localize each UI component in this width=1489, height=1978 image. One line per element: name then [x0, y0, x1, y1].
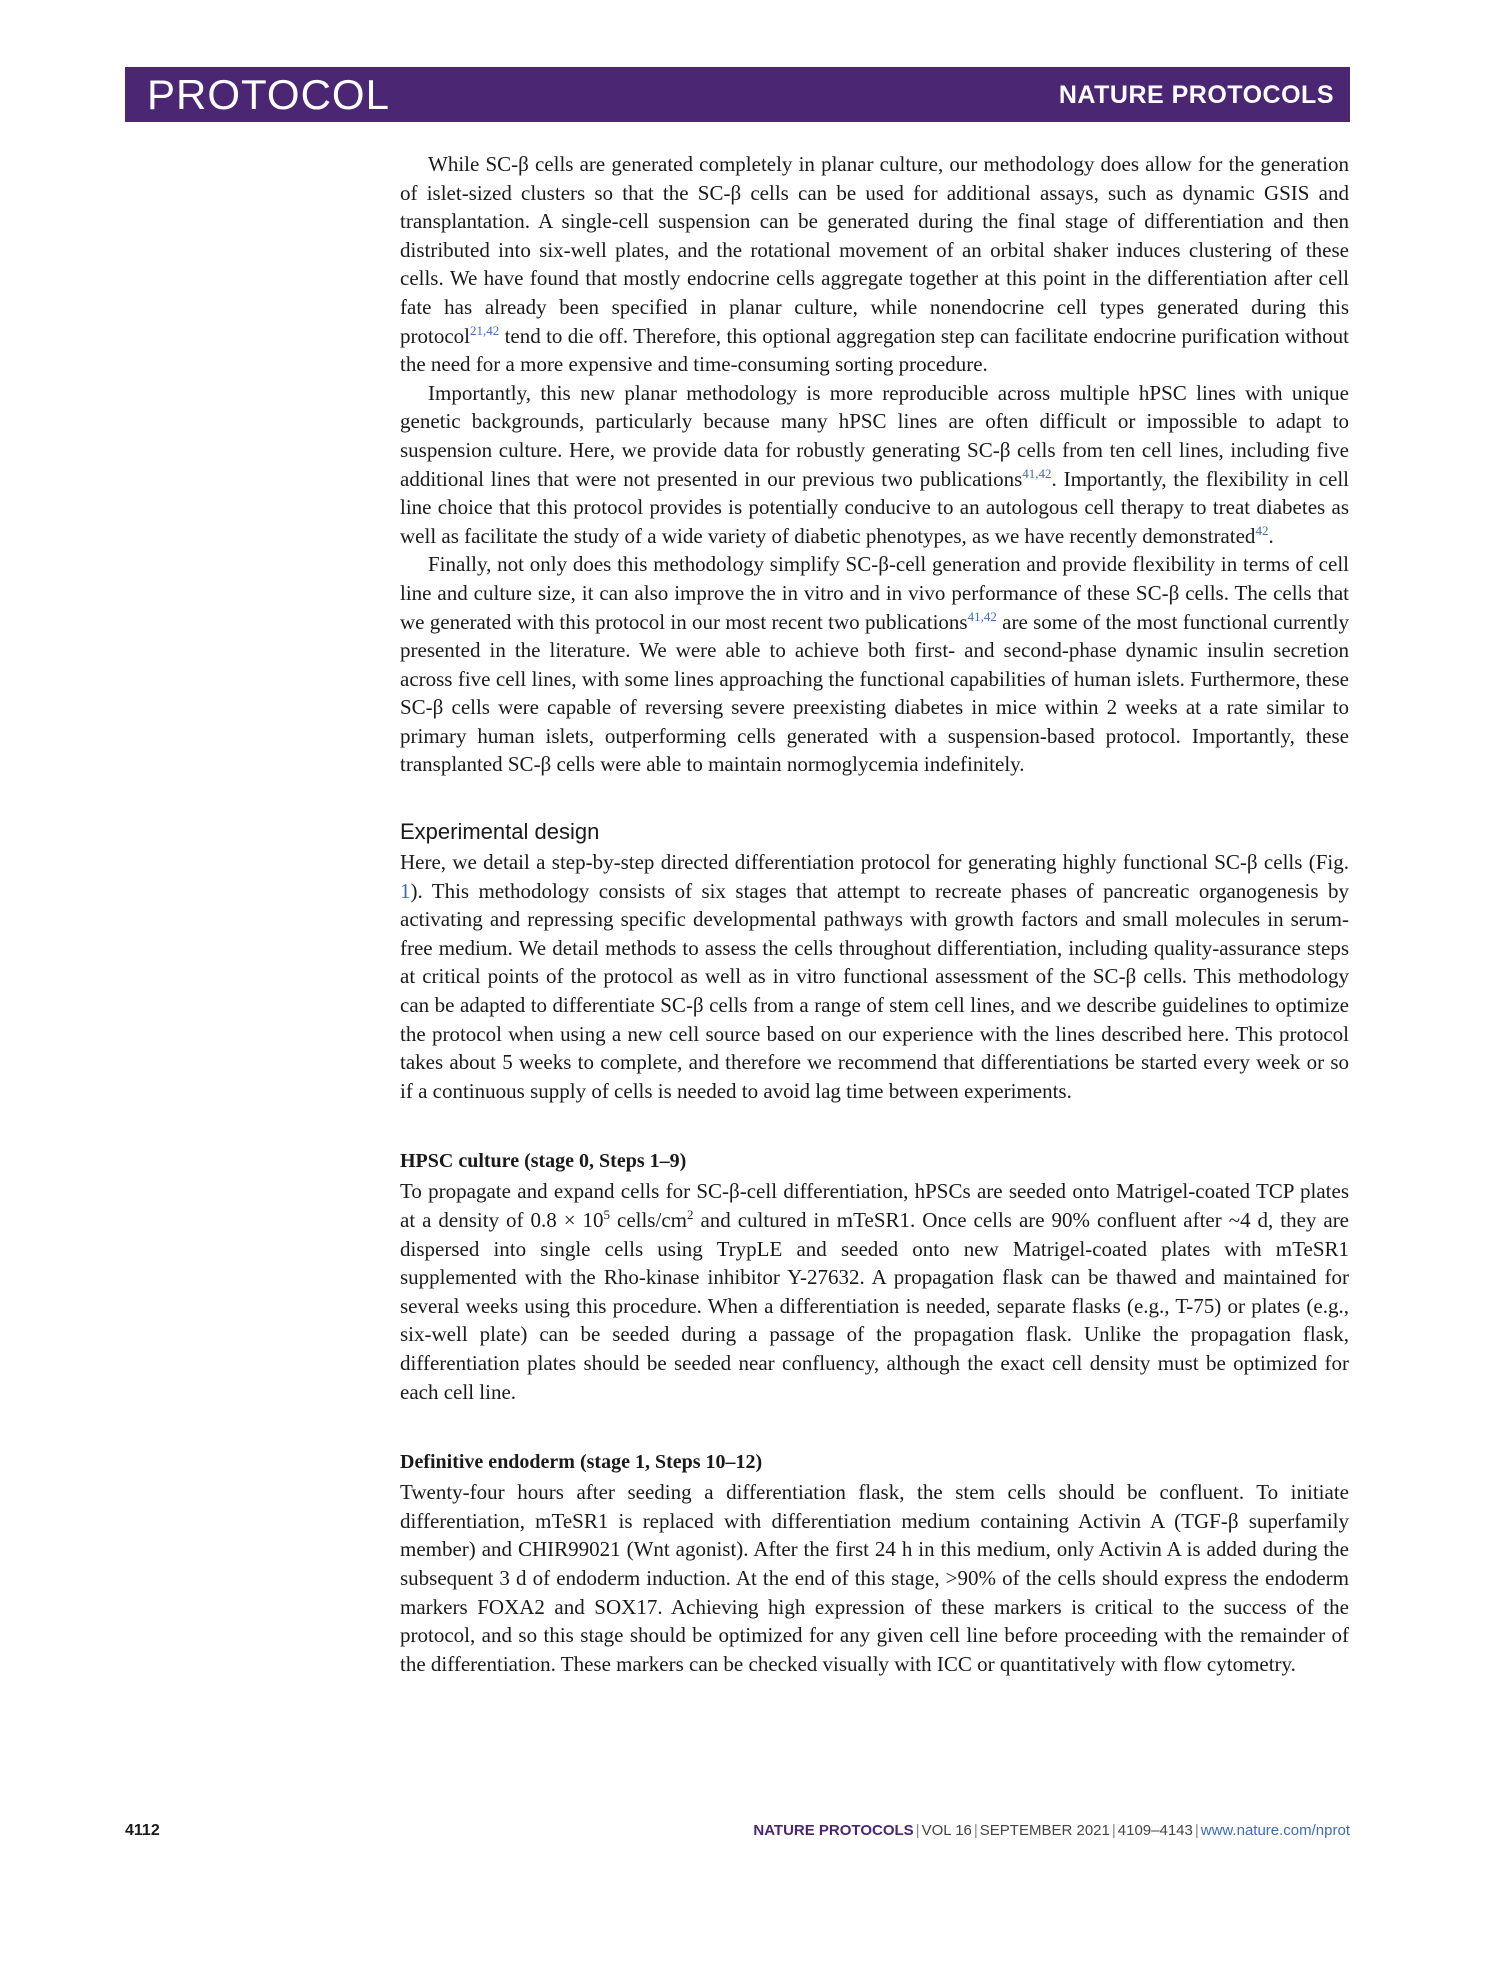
paragraph-hpsc-culture: To propagate and expand cells for SC-β-cell differentiation, hPSCs are seeded onto Matrigel-coated TCP plates at a density of $0.8 \times 10^5$ cells/$cm^2$ and cultured in mTeSR1. Once cells are 90% confluent after ~4 d, they are dispersed into single cells using TrypLE and seeded onto new Matrigel-coated plates with mTeSR1 supplemented with the Rho-kinase inhibitor Y-27632. A propagation flask can be thawed and maintained for several weeks using this procedure. When a differentiation is needed, separate flasks (e.g., T-75) or plates (e.g., six-well plate) can be seeded during a passage of the propagation flask. Unlike the propagation flask, differentiation plates should be seeded near confluency, although the exact cell density must be optimized for each cell line. [400, 1179, 1350, 1404]
citation-link[interactable]: 21,42 [469, 322, 500, 338]
footer-volume: VOL 16 [921, 1822, 972, 1839]
header-bar [125, 67, 1350, 122]
footer-date: SEPTEMBER 2021 [979, 1822, 1110, 1839]
section-heading-experimental-design: Experimental design [400, 819, 600, 845]
footer-pages: 4109–4143 [1117, 1822, 1193, 1839]
subheading-hpsc-culture: HPSC culture (stage 0, Steps 1–9) [400, 1150, 687, 1173]
journal-citation: NATURE PROTOCOLS | VOL 16 | SEPTEMBER 2021 | 4109–4143 | www.nature.com/nprot [753, 1822, 1350, 1839]
paragraph-experimental-design: Here, we detail a step-by-step directed differentiation protocol for generating highly functional SC-β cells (Fig. 1). This methodology consists of six stages that attempt to recreate phases of pancreatic organogenesis by activating and repressing specific developmental pathways with growth factors and small molecules in serum-free medium. We detail methods to assess the cells throughout differentiation, including quality-assurance steps at critical points of the protocol as well as in vitro functional assessment of the SC-β cells. This methodology can be adapted to differentiate SC-β cells from a range of stem cell lines, and we describe guidelines to optimize the protocol when using a new cell source based on our experience with the lines described here. This protocol takes about 5 weeks to complete, and therefore we recommend that differentiations be started every week or so if a continuous supply of cells is needed to avoid lag time between experiments. [400, 850, 1349, 1103]
section-label: PROTOCOL [147, 71, 390, 118]
citation-link[interactable]: 41,42 [967, 608, 997, 624]
citation-link[interactable]: 42 [1255, 522, 1269, 538]
journal-name-header: NATURE PROTOCOLS [1058, 81, 1334, 109]
figure-link[interactable]: 1 [400, 878, 411, 903]
citation-link[interactable]: 41,42 [1022, 465, 1052, 481]
paragraph-definitive-endoderm: Twenty-four hours after seeding a differentiation flask, the stem cells should be confluent. To initiate differentiation, mTeSR1 is replaced with differentiation medium containing Activin A (TGF-β superfamily member) and CHIR99021 (Wnt agonist). After the first 24 h in this medium, only Activin A is added during the subsequent 3 d of endoderm induction. At the end of this stage, >90% of the cells should express the endoderm markers FOXA2 and SOX17. Achieving high expression of these markers is critical to the success of the protocol, and so this stage should be optimized for any given cell line before proceeding with the remainder of the differentiation. These markers can be checked visually with ICC or quantitatively with flow cytometry. [400, 1480, 1349, 1676]
footer-journal-name: NATURE PROTOCOLS [753, 1822, 914, 1839]
article-body [400, 150, 1349, 1678]
page-number: 4112 [125, 1822, 160, 1839]
paragraph-clusters: While SC-β cells are generated completely in planar culture, our methodology does allow for the generation of islet-sized clusters so that the SC-β cells can be used for additional assays, such as dynamic GSIS and transplantation. A single-cell suspension can be generated during the final stage of differentiation and then distributed into six-well plates, and the rotational movement of an orbital shaker induces clustering of these cells. We have found that mostly endocrine cells aggregate together at this point in the differentiation after cell fate has already been specified in planar culture, while nonendocrine cell types generated during this protocol$^{21,42}$ tend to die off. Therefore, this optional aggregation step can facilitate endocrine purification without the need for a more expensive and time-consuming sorting procedure. [400, 152, 1349, 377]
journal-url-link[interactable]: www.nature.com/nprot [1200, 1822, 1350, 1839]
paragraph-reproducibility: Importantly, this new planar methodology is more reproducible across multiple hPSC lines with unique genetic backgrounds, particularly because many hPSC lines are often difficult or impossible to adapt to suspension culture. Here, we provide data for robustly generating SC-β cells from ten cell lines, including five additional lines that were not presented in our previous two publications$^{41,42}$. Importantly, the flexibility in cell line choice that this protocol provides is potentially conducive to an autologous cell therapy to treat diabetes as well as facilitate the study of a wide variety of diabetic phenotypes, as we have recently demonstrated$^{42}$. [400, 380, 1350, 548]
subheading-definitive-endoderm: Definitive endoderm (stage 1, Steps 10–12) [400, 1451, 763, 1474]
paragraph-performance: Finally, not only does this methodology simplify SC-β-cell generation and provide flexibility in terms of cell line and culture size, it can also improve the in vitro and in vivo performance of these SC-β cells. The cells that we generated with this protocol in our most recent two publications$^{41,42}$ are some of the most functional currently presented in the literature. We were able to achieve both first- and second-phase dynamic insulin secretion across five cell lines, with some lines approaching the functional capabilities of human islets. Furthermore, these SC-β cells were capable of reversing severe preexisting diabetes in mice within 2 weeks at a rate similar to primary human islets, outperforming cells generated with a suspension-based protocol. Importantly, these transplanted SC-β cells were able to maintain normoglycemia indefinitely. [400, 552, 1349, 777]
page-footer [125, 1822, 1350, 1846]
